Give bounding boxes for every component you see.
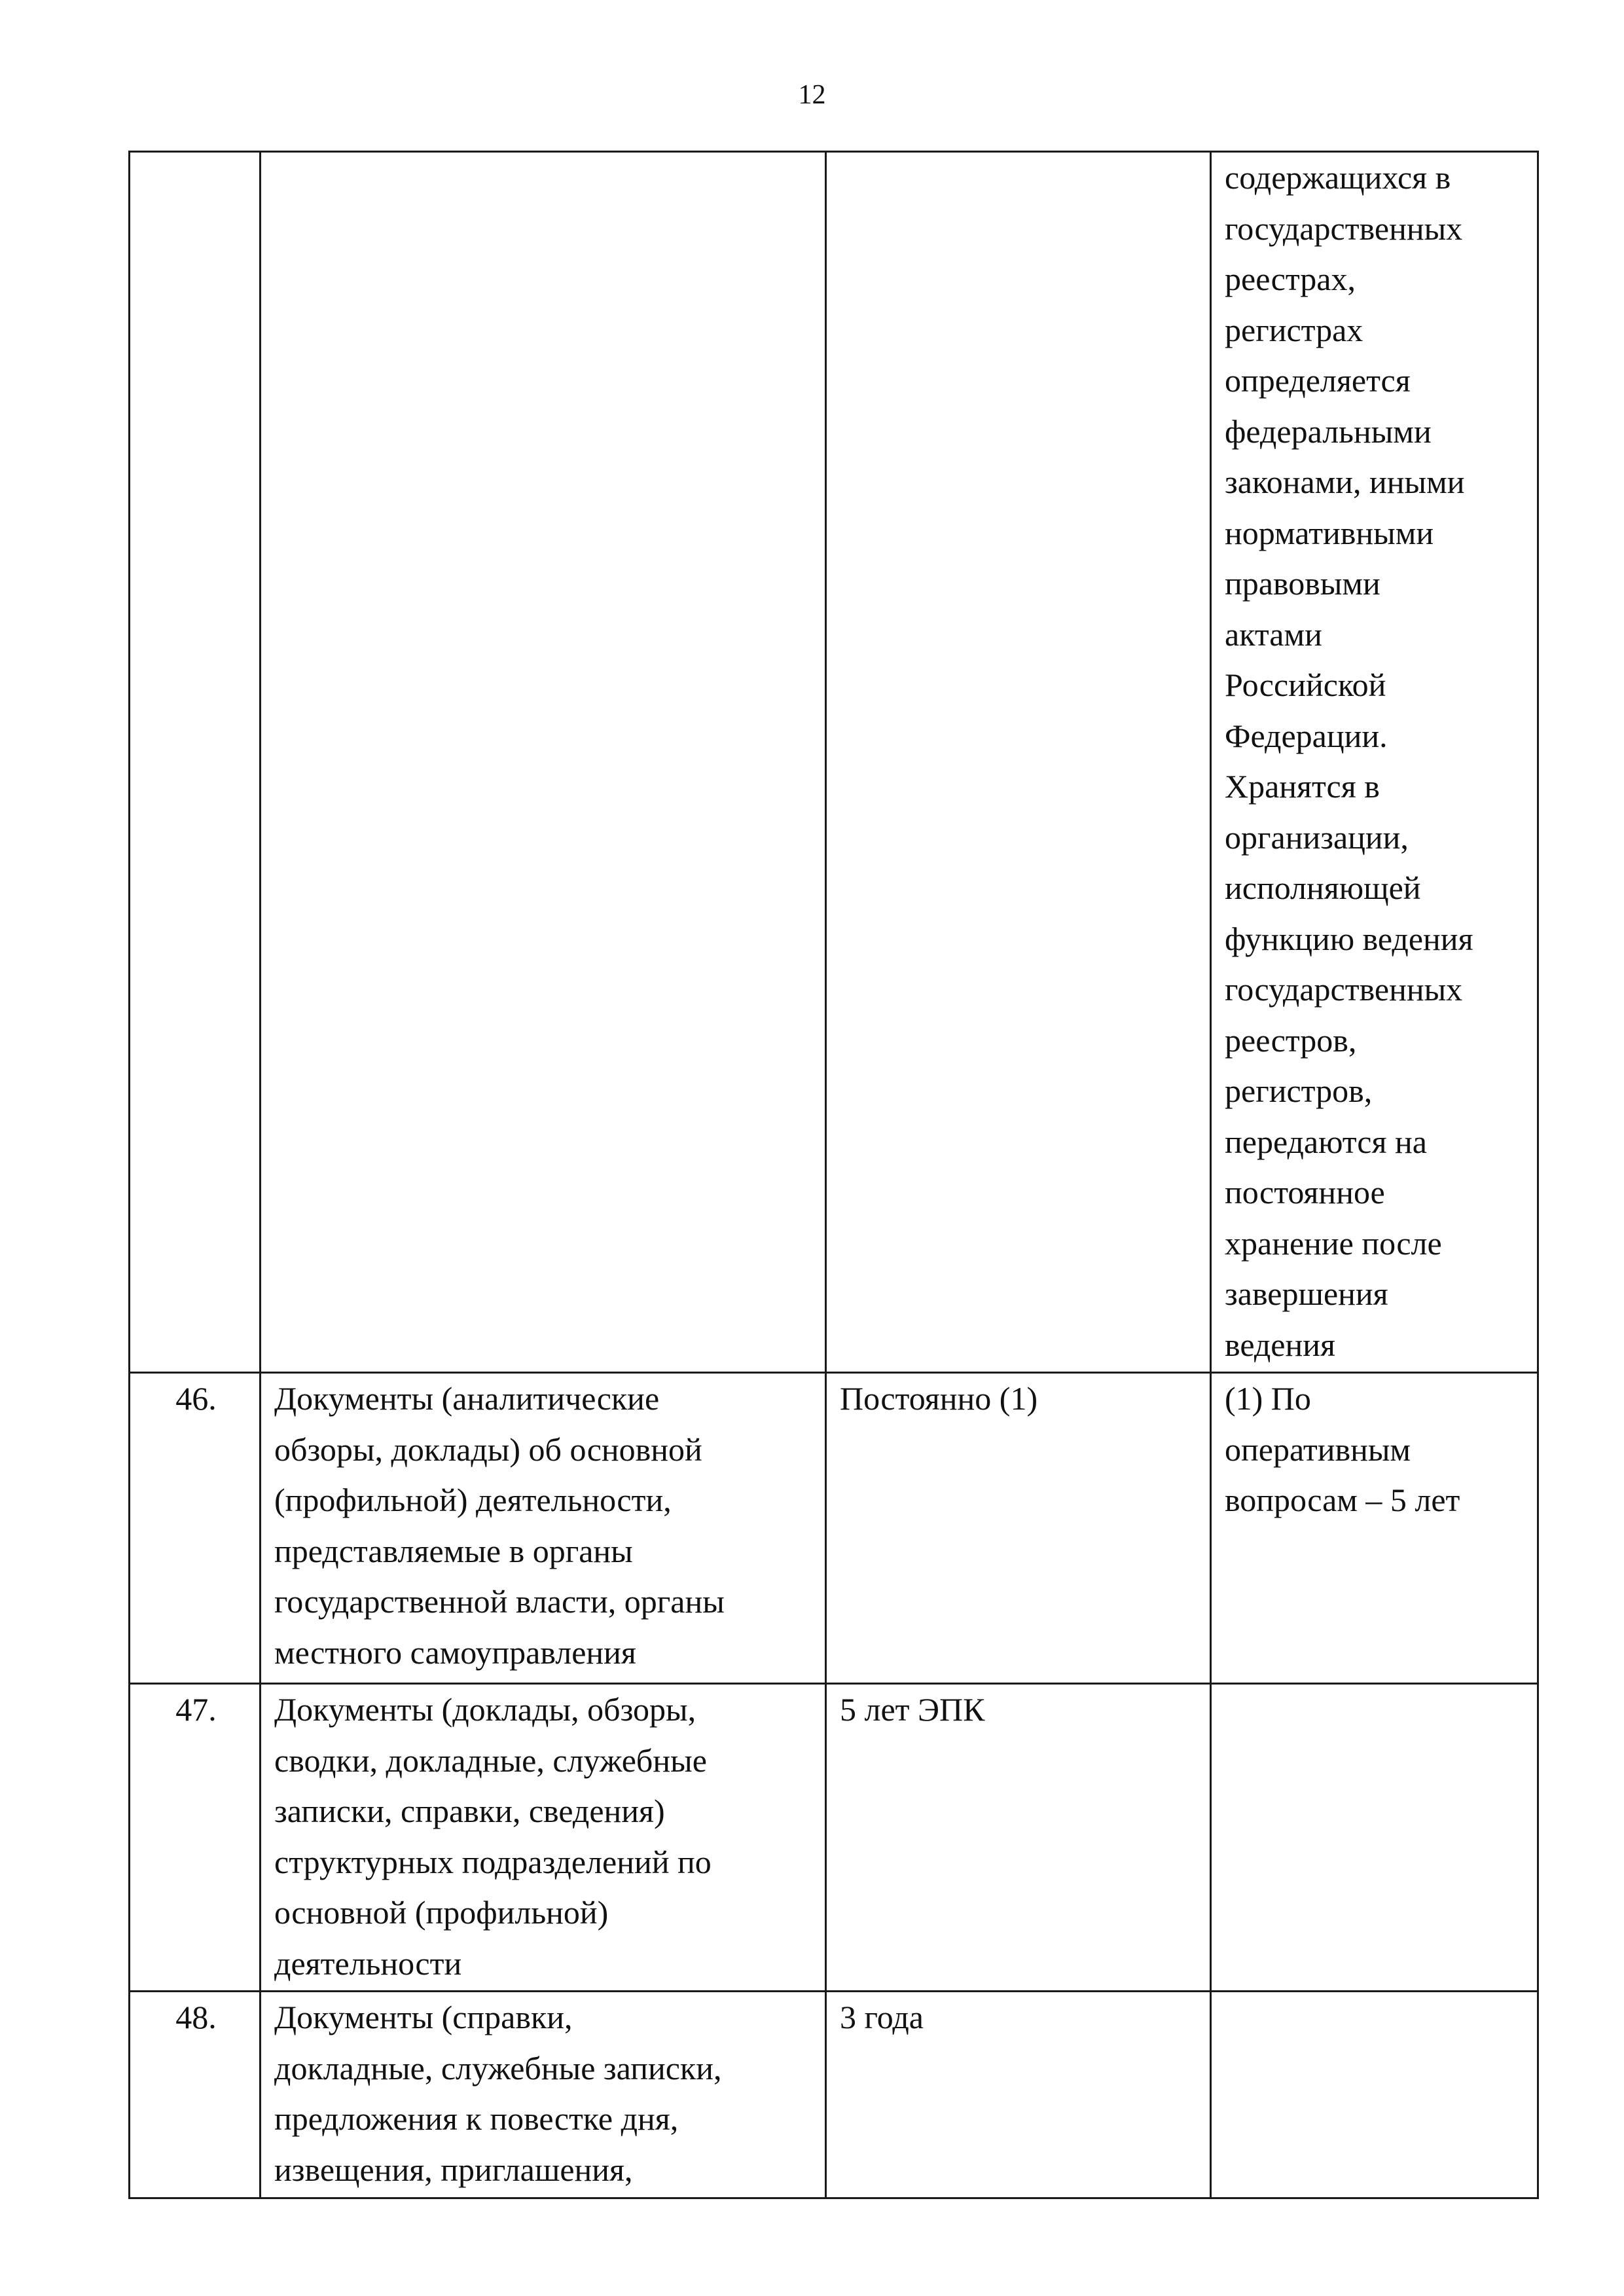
- item-number-cell: [130, 152, 261, 1373]
- note-line: функцию ведения: [1225, 920, 1473, 957]
- note-line: оперативным: [1225, 1430, 1411, 1468]
- item-note-cell: [1211, 1373, 1538, 1684]
- item-title-cell: [261, 1992, 826, 2198]
- note-line: исполняющей: [1225, 869, 1421, 906]
- item-term-cell: 3 года: [826, 1992, 1211, 2198]
- note-line: Российской: [1225, 666, 1386, 703]
- title-line: записки, справки, сведения): [274, 1793, 665, 1829]
- item-title-cell: [261, 1684, 826, 1992]
- note-line: федеральными: [1225, 412, 1432, 450]
- item-term-cell: [826, 152, 1211, 1373]
- title-line: представляемые в органы: [274, 1532, 633, 1569]
- note-line: ведения: [1225, 1326, 1335, 1363]
- note-line: актами: [1225, 615, 1322, 653]
- title-line: структурных подразделений по: [274, 1843, 712, 1880]
- title-line: обзоры, доклады) об основной: [274, 1430, 702, 1468]
- title-line: деятельности: [274, 1944, 462, 1982]
- table-row-continuation: [130, 152, 1538, 1373]
- note-line: Хранятся в: [1225, 768, 1380, 805]
- table-row-47: [130, 1684, 1538, 1992]
- note-line: передаются на: [1225, 1123, 1427, 1160]
- note-line: государственных: [1225, 210, 1463, 247]
- note-line: организации,: [1225, 818, 1409, 856]
- retention-table: [128, 151, 1539, 2199]
- note-line: государственных: [1225, 971, 1463, 1008]
- item-number-cell: 48.: [130, 1992, 261, 2198]
- title-line: государственной власти, органы: [274, 1583, 725, 1620]
- note-line: регистров,: [1225, 1072, 1373, 1109]
- title-line: основной (профильной): [274, 1894, 609, 1931]
- item-note-cell: [1211, 1684, 1538, 1992]
- note-line: реестров,: [1225, 1021, 1357, 1059]
- title-line: сводки, докладные, служебные: [274, 1741, 707, 1779]
- item-number-cell: 47.: [130, 1684, 261, 1992]
- item-term-cell: Постоянно (1): [826, 1373, 1211, 1684]
- item-term-cell: 5 лет ЭПК: [826, 1684, 1211, 1992]
- note-line: законами, иными: [1225, 464, 1465, 500]
- table-row-46: [130, 1373, 1538, 1684]
- title-line: Документы (справки,: [274, 1999, 573, 2035]
- table-row-48: [130, 1992, 1538, 2198]
- note-line: реестрах,: [1225, 261, 1356, 297]
- note-line: (1) По: [1225, 1380, 1311, 1417]
- title-line: извещения, приглашения,: [274, 2151, 633, 2188]
- note-line: Федерации.: [1225, 717, 1388, 754]
- note-line: нормативными: [1225, 514, 1434, 551]
- note-line: содержащихся в: [1225, 159, 1451, 196]
- note-line: постоянное: [1225, 1174, 1385, 1211]
- title-line: Документы (аналитические: [274, 1380, 660, 1417]
- note-line: завершения: [1225, 1275, 1388, 1312]
- item-title-cell: [261, 152, 826, 1373]
- title-line: предложения к повестке дня,: [274, 2100, 679, 2137]
- item-number-cell: 46.: [130, 1373, 261, 1684]
- title-line: Документы (доклады, обзоры,: [274, 1691, 696, 1728]
- note-line: хранение после: [1225, 1224, 1442, 1262]
- note-line: определяется: [1225, 362, 1411, 399]
- title-line: местного самоуправления: [274, 1633, 636, 1671]
- item-note-cell: [1211, 1992, 1538, 2198]
- page-number: 12: [798, 80, 826, 110]
- note-line: регистрах: [1225, 311, 1363, 348]
- note-line: вопросам – 5 лет: [1225, 1482, 1460, 1518]
- item-title-cell: [261, 1373, 826, 1684]
- title-line: докладные, служебные записки,: [274, 2049, 722, 2086]
- item-note-cell: [1211, 152, 1538, 1373]
- title-line: (профильной) деятельности,: [274, 1482, 672, 1518]
- note-line: правовыми: [1225, 565, 1380, 602]
